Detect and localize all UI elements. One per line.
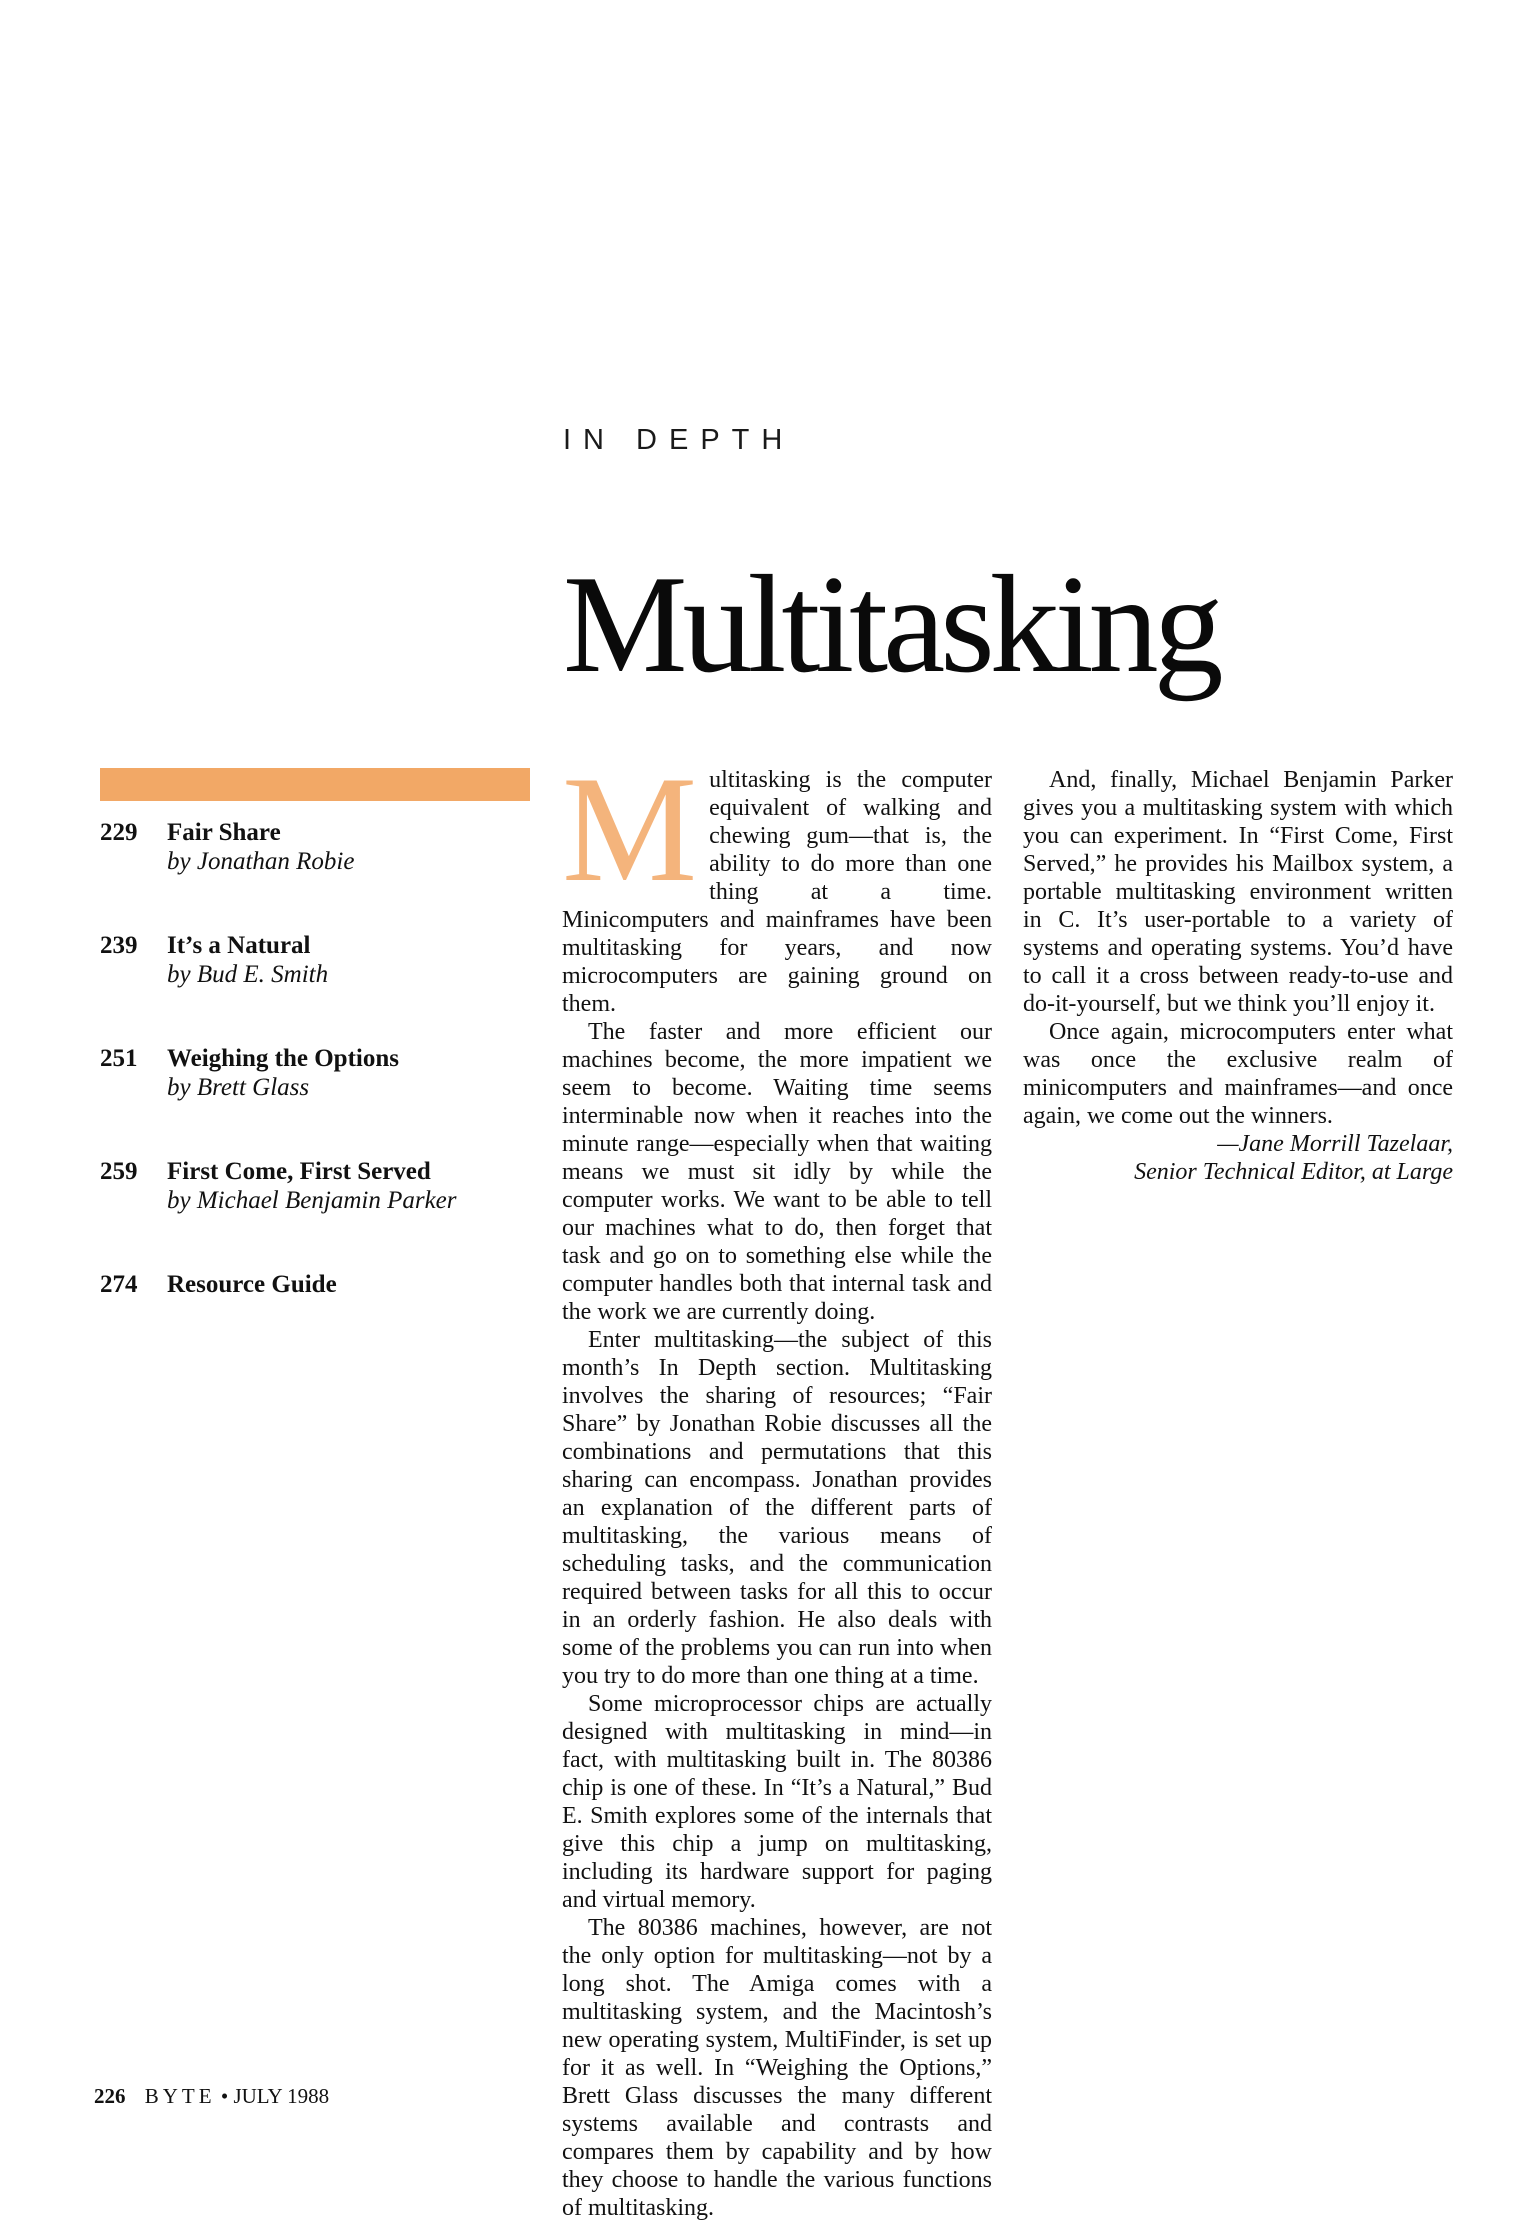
- article-paragraph: Enter multitasking—the subject of this month’s In Depth section. Multitasking involves the sharing of resources; “Fair Share” by Jonathan Robie discusses all the combinations and permutations that this sharing can encompass. Jonathan provides an explanation of the different parts of multitasking, the various means of scheduling tasks, and the communication required between tasks for all this to occur in an orderly fashion. He also deals with some of the problems you can run into when you try to do more than one thing at a time.: [562, 1327, 992, 1689]
- toc-page-number: 229: [100, 819, 138, 846]
- table-of-contents: [100, 818, 540, 1383]
- article-paragraph: The faster and more efficient our machines become, the more impatient we seem to become. Waiting time seems interminable now when it reaches into the minute range—especially when that waiting means we must sit idly by while the computer works. We want to be able to tell our machines what to do, then forget that task and go on to something else while the computer handles both that internal task and the work we are currently doing.: [562, 1019, 992, 1325]
- footer-magazine-name: BYTE: [144, 2084, 216, 2108]
- footer-page-number: 226: [94, 2084, 126, 2108]
- article-paragraph: The 80386 machines, however, are not the only option for multitasking—not by a long shot. The Amiga comes with a multitasking system, and the Macintosh’s new operating system, MultiFinder, is set up for it as well. In “Weighing the Options,” Brett Glass discusses the many different systems available and contrasts and compares them by capability and by how they choose to handle the various functions of multitasking.: [562, 1915, 992, 2221]
- section-label: IN DEPTH: [563, 424, 795, 456]
- toc-item-its-a-natural[interactable]: [100, 931, 540, 1044]
- page-title: Multitasking: [563, 547, 1219, 702]
- toc-page-number: 274: [100, 1271, 138, 1298]
- toc-page-number: 259: [100, 1158, 138, 1185]
- footer-bullet: •: [220, 2084, 229, 2108]
- toc-item-resource-guide[interactable]: [100, 1270, 540, 1383]
- page-footer: [94, 2084, 329, 2109]
- toc-author: by Brett Glass: [167, 1074, 310, 1101]
- toc-title: Resource Guide: [167, 1271, 337, 1298]
- author-signature: —Jane Morrill Tazelaar,: [1217, 1131, 1453, 1157]
- toc-author: by Jonathan Robie: [167, 848, 355, 875]
- toc-author: by Michael Benjamin Parker: [167, 1187, 457, 1214]
- toc-accent-bar: [100, 768, 530, 801]
- article-paragraph: Multitasking is the computer equivalent of walking and chewing gum—that is, the ability to do more than one thing at a time. Minicomputers and mainframes have been multitasking for years, and now microcomputers are gaining ground on them.: [562, 745, 992, 1017]
- article-column-2: [1023, 766, 1453, 1186]
- toc-title: Weighing the Options: [167, 1045, 399, 1072]
- toc-page-number: 239: [100, 932, 138, 959]
- toc-page-number: 251: [100, 1045, 138, 1072]
- article-column-1: [562, 745, 992, 2222]
- toc-item-weighing-the-options[interactable]: [100, 1044, 540, 1157]
- author-title: Senior Technical Editor, at Large: [1134, 1159, 1453, 1185]
- toc-author: by Bud E. Smith: [167, 961, 329, 988]
- drop-cap: M: [562, 745, 698, 913]
- toc-item-first-come-first-served[interactable]: [100, 1157, 540, 1270]
- article-paragraph: Once again, microcomputers enter what was once the exclusive realm of minicomputers and mainframes—and once again, we come out the winners.: [1023, 1019, 1453, 1129]
- toc-title: First Come, First Served: [167, 1158, 431, 1185]
- toc-title: Fair Share: [167, 819, 281, 846]
- footer-issue-date: JULY 1988: [233, 2084, 330, 2108]
- toc-item-fair-share[interactable]: [100, 818, 540, 931]
- toc-title: It’s a Natural: [167, 932, 311, 959]
- article-paragraph: Some microprocessor chips are actually designed with multitasking in mind—in fact, with multitasking built in. The 80386 chip is one of these. In “It’s a Natural,” Bud E. Smith explores some of the internals that give this chip a jump on multitasking, including its hardware support for paging and virtual memory.: [562, 1691, 992, 1913]
- article-paragraph: And, finally, Michael Benjamin Parker gives you a multitasking system with which you can experiment. In “First Come, First Served,” he provides his Mailbox system, a portable multitasking environment written in C. It’s user-portable to a variety of systems and operating systems. You’d have to call it a cross between ready-to-use and do-it-yourself, but we think you’ll enjoy it.: [1023, 767, 1453, 1017]
